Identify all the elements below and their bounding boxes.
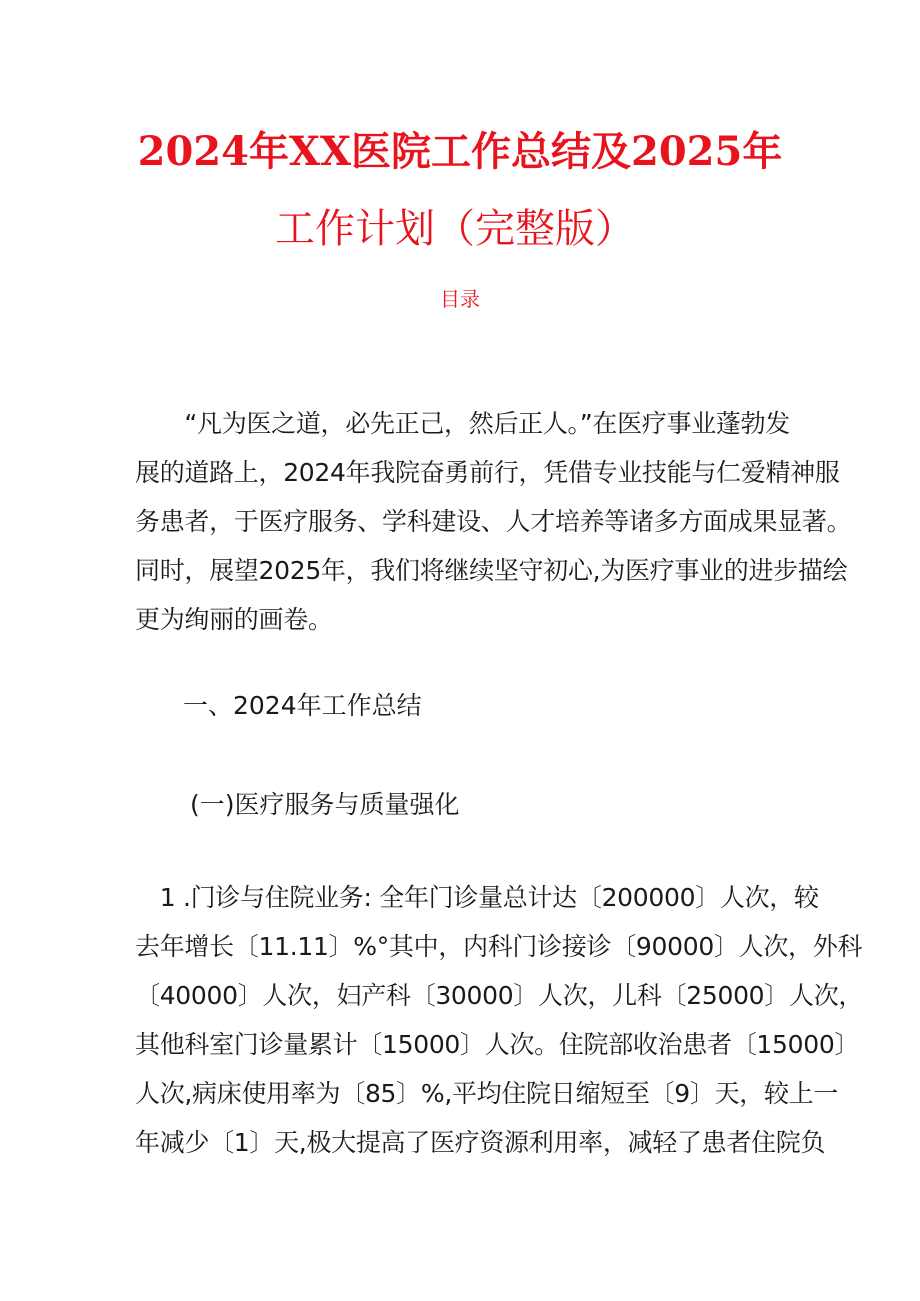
body-line: 〔40000〕人次，妇产科〔30000〕人次，儿科〔25000〕人次， <box>135 981 864 1010</box>
document-title-line1: 2024年XX医院工作总结及2025年 <box>137 128 783 175</box>
intro-line: “凡为医之道，必先正己，然后正人。”在医疗事业蓬勃发 <box>135 409 791 438</box>
toc-link[interactable]: 目录 <box>440 287 480 311</box>
body-line: 1 .门诊与住院业务: 全年门诊量总计达〔200000〕人次，较 <box>135 883 819 912</box>
section-heading: 一、2024年工作总结 <box>183 691 422 720</box>
subsection-heading: (一)医疗服务与质量强化 <box>190 790 460 819</box>
intro-line: 同时，展望2025年，我们将继续坚守初心,为医疗事业的进步描绘 <box>135 556 848 585</box>
intro-line: 务患者，于医疗服务、学科建设、人才培养等诸多方面成果显著。 <box>135 507 852 536</box>
intro-line: 更为绚丽的画卷。 <box>135 605 333 634</box>
body-paragraph <box>135 873 864 1167</box>
document-title-line2: 工作计划（完整版） <box>275 206 635 252</box>
body-line: 人次,病床使用率为〔85〕%,平均住院日缩短至〔9〕天，较上一 <box>135 1079 839 1108</box>
body-line: 年减少〔1〕天,极大提高了医疗资源利用率，减轻了患者住院负 <box>135 1128 826 1157</box>
body-line: 去年增长〔11.11〕%°其中，内科门诊接诊〔90000〕人次，外科 <box>135 932 863 961</box>
intro-line: 展的道路上，2024年我院奋勇前行，凭借专业技能与仁爱精神服 <box>135 458 840 487</box>
body-line: 其他科室门诊量累计〔15000〕人次。住院部收治患者〔15000〕 <box>135 1030 860 1059</box>
intro-paragraph <box>135 399 852 644</box>
